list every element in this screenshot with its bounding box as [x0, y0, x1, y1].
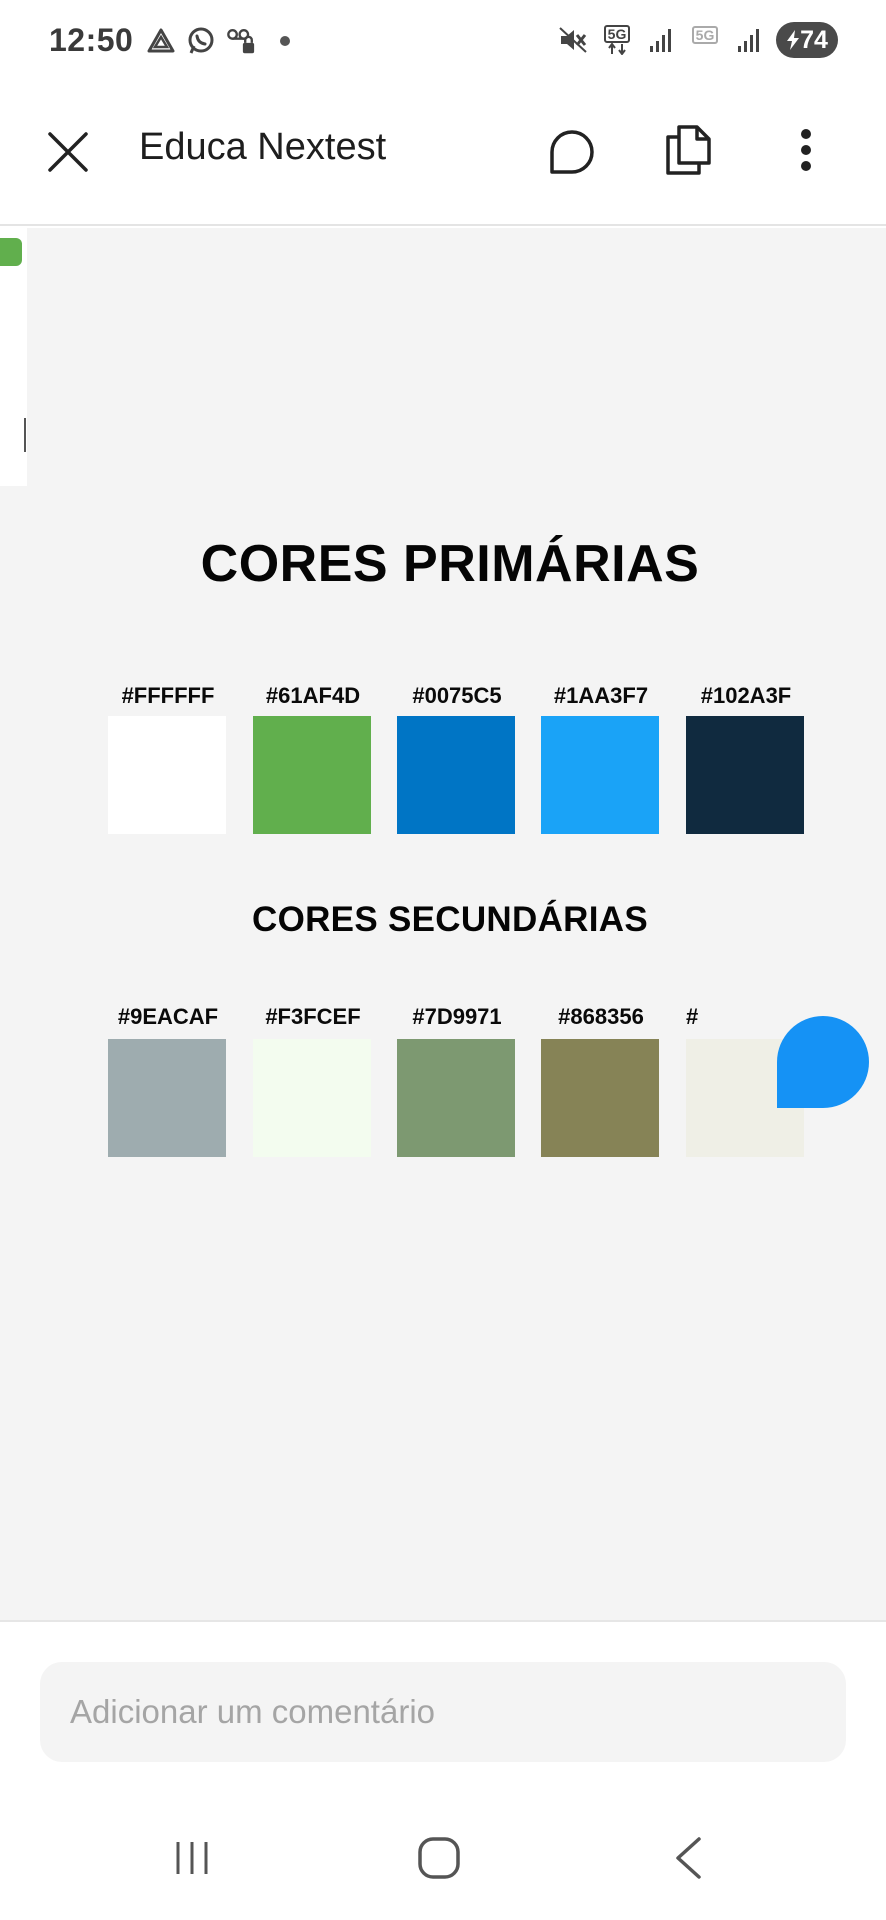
home-icon: [417, 1836, 461, 1880]
color-swatch-label: #102A3F: [700, 683, 792, 708]
color-swatch-box: [108, 1039, 226, 1157]
color-swatch-box: [253, 1039, 371, 1157]
edge-accent: [0, 238, 22, 266]
color-swatch[interactable]: [541, 1001, 661, 1157]
signal-bars-icon: [646, 25, 676, 55]
voicemail-lock-icon: [226, 26, 256, 56]
signal-bars-secondary-icon: [734, 25, 764, 55]
recent-apps-button[interactable]: [152, 1818, 232, 1898]
color-swatch-label: #1AA3F7: [553, 683, 649, 708]
edge-tick: [24, 418, 26, 452]
design-canvas[interactable]: [0, 228, 886, 1620]
primary-colors-heading: CORES PRIMÁRIAS: [200, 535, 700, 593]
color-swatch-label: #: [686, 1004, 699, 1029]
color-swatch-box: [397, 716, 515, 834]
close-icon: [46, 130, 90, 174]
pages-icon: [665, 125, 711, 175]
color-swatch-box: [541, 716, 659, 834]
back-icon: [673, 1836, 703, 1880]
back-button[interactable]: [648, 1818, 728, 1898]
color-swatch-label: #FFFFFF: [121, 683, 215, 708]
status-bar: [0, 0, 886, 84]
color-swatch-box: [686, 716, 804, 834]
notification-dot-icon: [280, 36, 290, 46]
color-swatch[interactable]: [397, 680, 517, 834]
status-time: 12:50: [49, 22, 134, 58]
charging-bolt-icon: [786, 30, 800, 50]
color-swatch-box: [541, 1039, 659, 1157]
system-nav-bar: [0, 1790, 886, 1920]
mute-icon: [558, 25, 588, 55]
comment-bar: [0, 1620, 886, 1790]
home-button[interactable]: [399, 1818, 479, 1898]
battery-indicator: [776, 22, 838, 58]
color-swatch-label: #61AF4D: [265, 683, 361, 708]
color-swatch-box: [108, 716, 226, 834]
color-swatch[interactable]: [397, 1001, 517, 1157]
color-swatch[interactable]: [253, 1001, 373, 1157]
pages-button[interactable]: [658, 120, 718, 180]
comment-icon: [548, 128, 596, 176]
drive-icon: [146, 26, 176, 56]
color-swatch[interactable]: [686, 680, 806, 834]
app-title: Educa Nextest: [139, 126, 387, 168]
color-swatch-box: [397, 1039, 515, 1157]
app-bar: [0, 84, 886, 226]
color-swatch[interactable]: [253, 680, 373, 834]
color-swatch[interactable]: [108, 680, 228, 834]
network-label-2: 5G: [692, 26, 719, 44]
color-swatch-label: #7D9971: [412, 1004, 502, 1029]
color-swatch[interactable]: [108, 1001, 228, 1157]
5g-signal-secondary-icon: [688, 25, 722, 55]
comment-button[interactable]: [542, 122, 602, 182]
secondary-colors-heading: CORES SECUNDÁRIAS: [252, 900, 648, 939]
color-swatch[interactable]: [541, 680, 661, 834]
whatsapp-icon: [186, 26, 216, 56]
status-left-icons: [146, 26, 290, 56]
5g-signal-icon: [600, 25, 634, 55]
color-swatch-label: #F3FCEF: [265, 1004, 361, 1029]
side-panel-edge[interactable]: [0, 228, 27, 486]
color-swatch-label: #9EACAF: [117, 1004, 219, 1029]
status-right-icons: [558, 22, 838, 58]
network-label-1: 5G: [604, 25, 631, 43]
more-options-button[interactable]: [776, 120, 836, 180]
battery-level: 74: [800, 25, 828, 54]
more-vertical-icon: [800, 128, 812, 172]
comment-input[interactable]: [40, 1662, 846, 1762]
color-swatch-label: #868356: [558, 1004, 644, 1029]
add-comment-fab[interactable]: [777, 1016, 869, 1108]
close-button[interactable]: [40, 124, 96, 180]
color-swatch-label: #0075C5: [412, 683, 502, 708]
color-swatch-box: [253, 716, 371, 834]
recent-apps-icon: [172, 1838, 212, 1878]
